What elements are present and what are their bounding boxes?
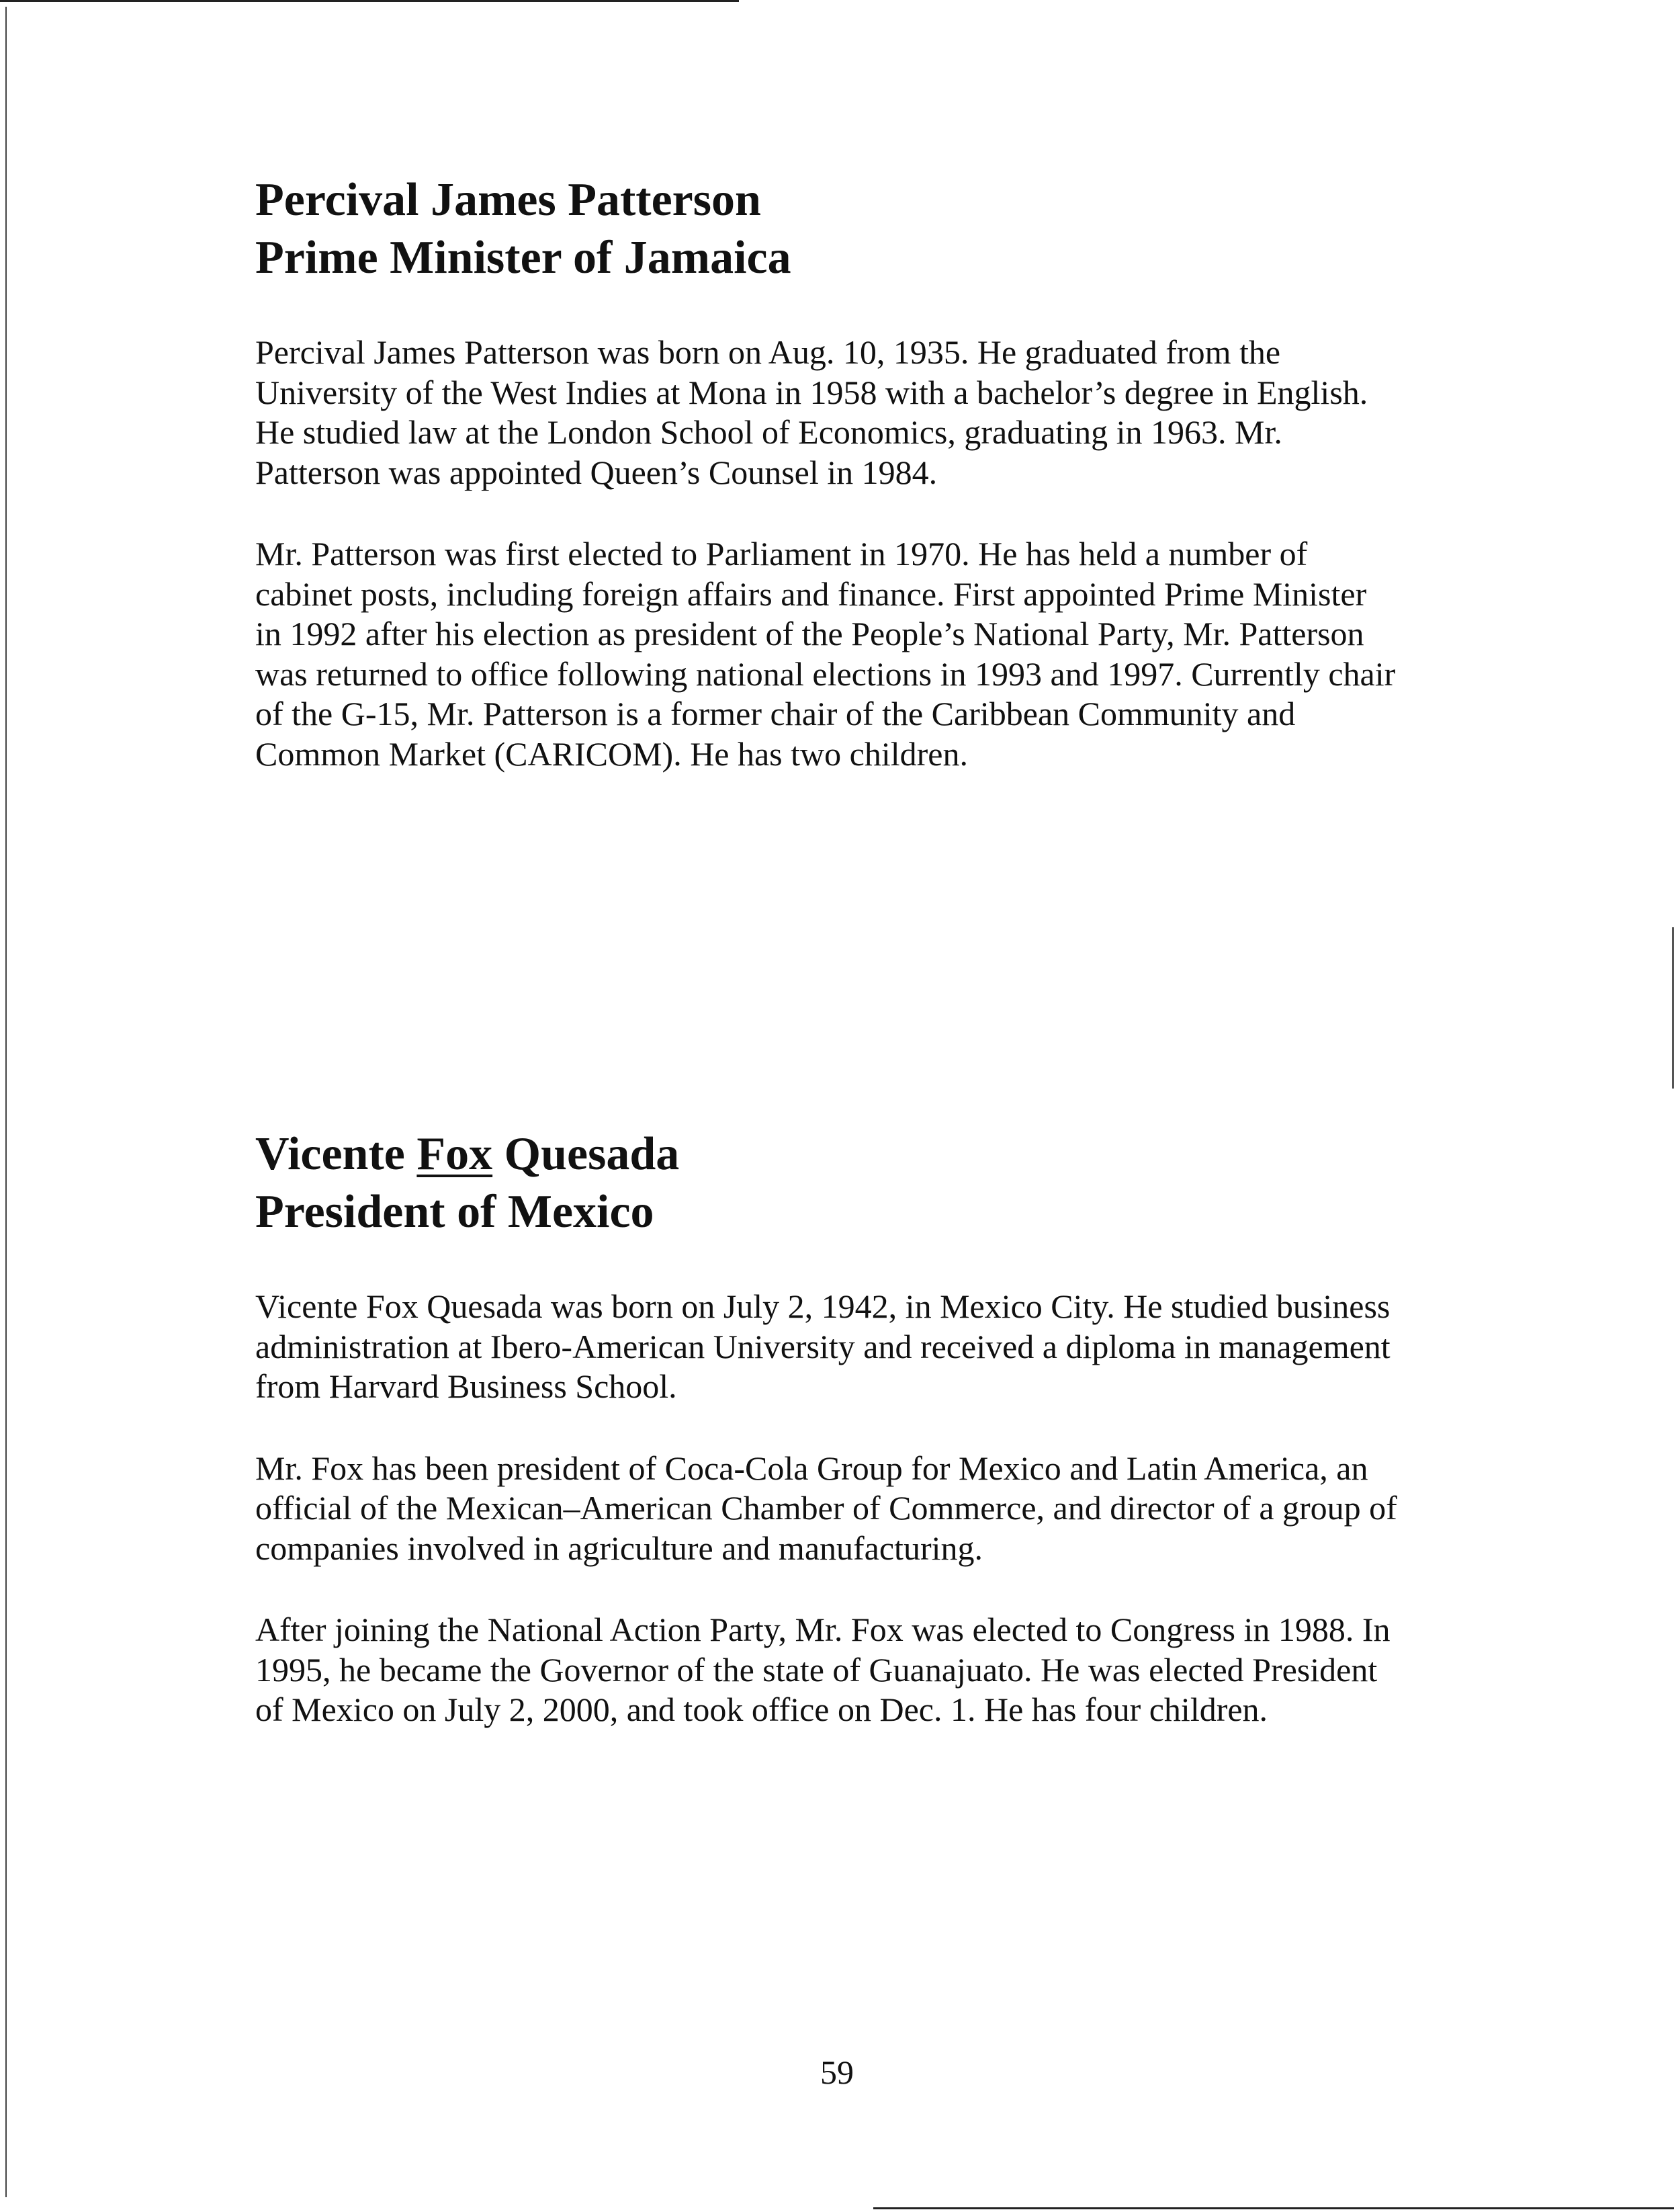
bio-name-surname-underlined: Fox xyxy=(416,1128,493,1180)
bio-heading xyxy=(255,171,1397,287)
bio-name xyxy=(255,1128,679,1180)
scan-left-edge-line xyxy=(5,7,7,2197)
bio-patterson xyxy=(255,171,1397,816)
bio-title: Prime Minister of Jamaica xyxy=(255,232,791,284)
bio-paragraph: Mr. Patterson was first elected to Parliament in 1970. He has held a number of cabinet posts, including foreign affairs and finance. First appointed Prime Minister in 1992 after his election as president of the People’s National Party, Mr. Patterson was returned to office following national elections in 1993 and 1997. Currently chair of the G-15, Mr. Patterson is a former chair of the Caribbean Community and Common Market (CARICOM). He has two children. xyxy=(255,535,1396,773)
bio-heading xyxy=(255,1125,1397,1241)
bio-paragraph: After joining the National Action Party, Mr. Fox was elected to Congress in 1988. In 1995, he became the Governor of the state of Guanajuato. He was elected President of Mexico on July 2, 2000, and took office on Dec. 1. He has four children. xyxy=(255,1611,1391,1728)
bio-paragraph: Percival James Patterson was born on Aug. 10, 1935. He graduated from the University of the West Indies at Mona in 1958 with a bachelor’s degree in English. He studied law at the London School of Economics, graduating in 1963. Mr. Patterson was appointed Queen’s Counsel in 1984. xyxy=(255,333,1368,491)
bio-title: President of Mexico xyxy=(255,1186,654,1238)
bio-name-last: Quesada xyxy=(504,1128,680,1180)
bio-name-first: Vicente xyxy=(255,1128,405,1180)
bio-body xyxy=(255,1287,1397,1730)
bio-paragraph: Vicente Fox Quesada was born on July 2, 1942, in Mexico City. He studied business administration at Ibero-American University and received a diploma in management from Harvard Business School. xyxy=(255,1287,1391,1405)
bio-fox xyxy=(255,1125,1397,1772)
page-number: 59 xyxy=(820,2053,854,2091)
scan-top-edge-line xyxy=(0,0,739,2)
scan-bottom-edge-line xyxy=(873,2207,1674,2209)
bio-paragraph: Mr. Fox has been president of Coca-Cola Group for Mexico and Latin America, an official of the Mexican–American Chamber of Commerce, and director of a group of companies involved in agriculture and manufacturing. xyxy=(255,1449,1397,1567)
bio-name: Percival James Patterson xyxy=(255,174,761,226)
bio-body xyxy=(255,333,1397,774)
